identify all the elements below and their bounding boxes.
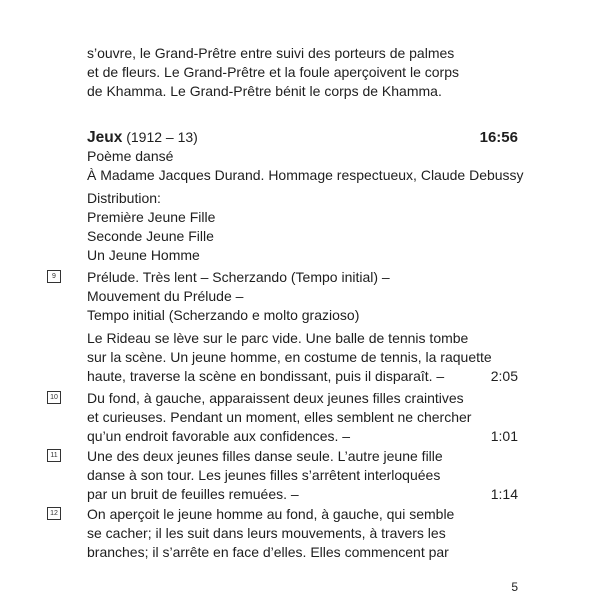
scenario-line: sur la scène. Un jeune homme, en costume de tennis, la raquette [87,349,492,365]
distribution-label: Distribution: [87,190,161,206]
work-title: Jeux [87,129,123,146]
scenario-line: Du fond, à gauche, apparaissent deux jeunes filles craintives [87,390,464,406]
track-number-box: 11 [47,449,61,462]
tempo-line: Prélude. Très lent – Scherzando (Tempo initial) – [87,269,390,285]
scenario-line: On aperçoit le jeune homme au fond, à gauche, qui semble [87,506,455,522]
intro-line: de Khamma. Le Grand-Prêtre bénit le corps de Khamma. [87,83,442,99]
scenario-line: Une des deux jeunes filles danse seule. L’autre jeune fille [87,448,443,464]
role: Un Jeune Homme [87,247,200,263]
role: Seconde Jeune Fille [87,228,214,244]
tempo-line: Tempo initial (Scherzando e molto grazioso) [87,307,360,323]
total-duration: 16:56 [479,129,518,146]
track-number-box: 12 [47,507,61,520]
track-duration: 1:01 [490,428,518,444]
track-duration: 1:14 [490,486,518,502]
track-duration: 2:05 [490,368,518,384]
intro-line: et de fleurs. Le Grand-Prêtre et la foule aperçoivent le corps [87,64,459,80]
scenario-line: haute, traverse la scène en bondissant, puis il disparaît. – [87,368,445,384]
work-subtitle: Poème dansé [87,148,174,164]
scenario-line: se cacher; il les suit dans leurs mouvements, à travers les [87,525,446,541]
scenario-line: et curieuses. Pendant un moment, elles semblent ne chercher [87,409,472,425]
page-number: 5 [511,580,518,594]
tempo-line: Mouvement du Prélude – [87,288,244,304]
intro-line: s’ouvre, le Grand-Prêtre entre suivi des porteurs de palmes [87,45,455,61]
scenario-line: par un bruit de feuilles remuées. – [87,486,299,502]
track-number-box: 9 [47,270,61,283]
scenario-line: danse à son tour. Les jeunes filles s’arrêtent interloquées [87,467,441,483]
track-number-box: 10 [47,391,61,404]
scenario-line: Le Rideau se lève sur le parc vide. Une balle de tennis tombe [87,330,469,346]
scenario-line: branches; il s’arrête en face d’elles. Elles commencent par [87,544,449,560]
work-heading [87,128,198,147]
work-dedication: À Madame Jacques Durand. Hommage respectueux, Claude Debussy [87,167,524,183]
scenario-line: qu’un endroit favorable aux confidences. – [87,428,351,444]
work-years: (1912 – 13) [126,129,198,145]
role: Première Jeune Fille [87,209,216,225]
